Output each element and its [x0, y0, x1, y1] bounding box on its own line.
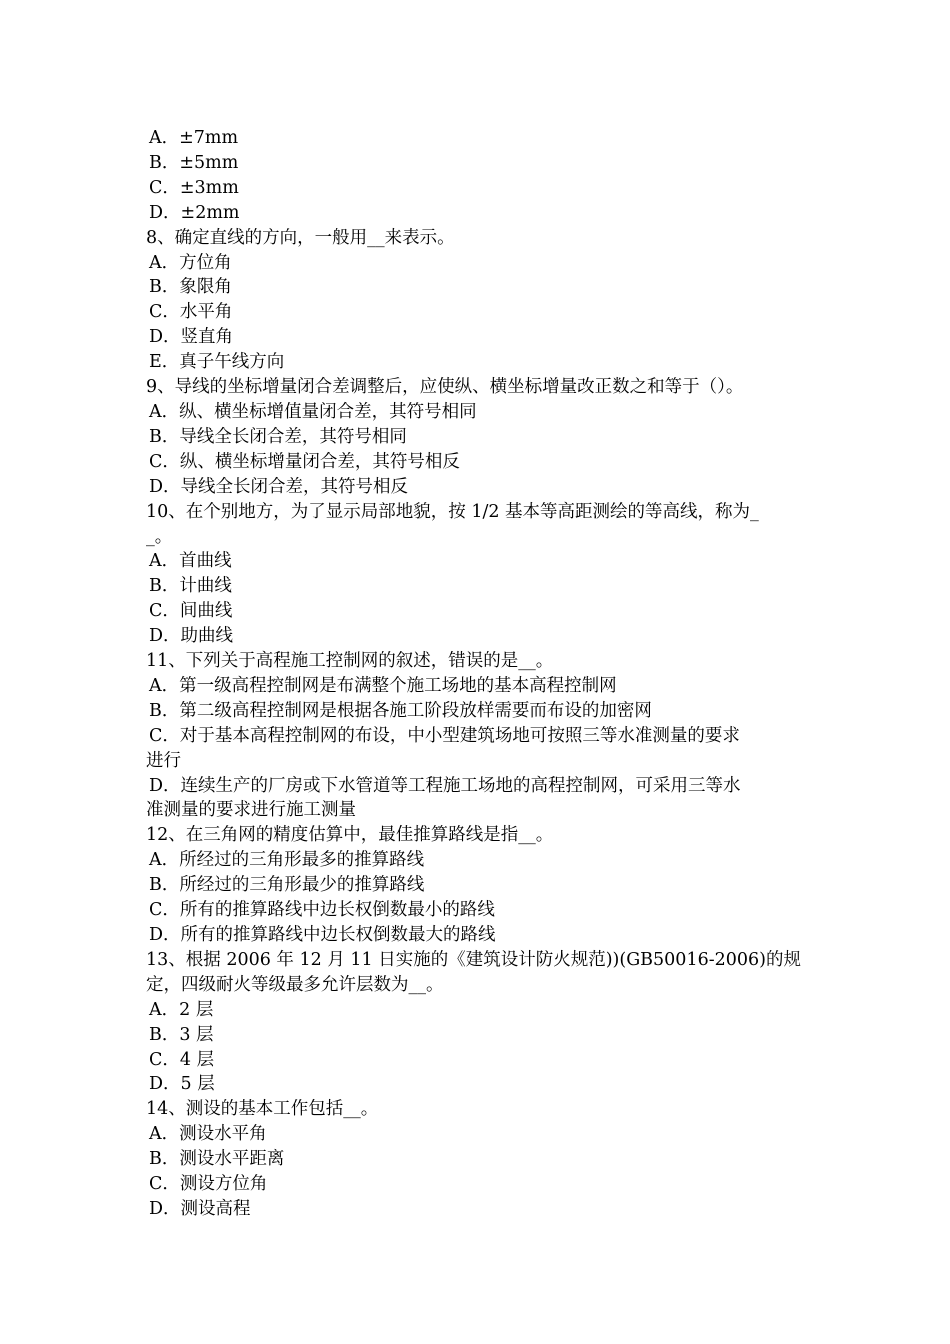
answer-option-line: A．所经过的三角形最多的推算路线: [149, 850, 425, 871]
answer-option-line: D．±2mm: [149, 202, 240, 223]
answer-option-line: A．第一级高程控制网是布满整个施工场地的基本高程控制网: [149, 675, 617, 696]
question-text-line: 14、测设的基本工作包括__。: [146, 1099, 379, 1120]
answer-option-line: C．纵、横坐标增量闭合差，其符号相反: [149, 451, 460, 472]
answer-option-line: A．方位角: [149, 252, 232, 273]
question-text-line: 13、根据 2006 年 12 月 11 日实施的《建筑设计防火规范))(GB50016-2006)的规: [146, 949, 801, 970]
answer-option-line: A．2 层: [149, 999, 214, 1020]
answer-option-line: A．首曲线: [149, 551, 232, 572]
answer-option-line: C．测设方位角: [149, 1174, 268, 1195]
answer-option-line: C．间曲线: [149, 601, 233, 622]
answer-option-line: A．纵、横坐标增值量闭合差，其符号相同: [149, 401, 477, 422]
answer-option-line: A．±7mm: [149, 128, 239, 148]
answer-option-line: E．真子午线方向: [149, 352, 285, 373]
answer-option-line: B．第二级高程控制网是根据各施工阶段放样需要而布设的加密网: [149, 700, 652, 721]
answer-option-line: D．助曲线: [149, 626, 234, 647]
answer-option-line: D．导线全长闭合差，其符号相反: [149, 476, 409, 497]
answer-option-line: D．竖直角: [149, 327, 234, 348]
answer-option-line: A．测设水平角: [149, 1124, 267, 1145]
question-text-line: _。: [146, 526, 173, 547]
answer-option-line: C．对于基本高程控制网的布设，中小型建筑场地可按照三等水准测量的要求: [149, 725, 740, 746]
answer-option-line: C．水平角: [149, 302, 233, 323]
document-body: [146, 126, 816, 1222]
question-text-line: 12、在三角网的精度估算中，最佳推算路线是指__。: [146, 825, 554, 846]
question-text-line: 进行: [146, 750, 181, 771]
question-text-line: 9、导线的坐标增量闭合差调整后，应使纵、横坐标增量改正数之和等于（）。: [146, 377, 744, 398]
question-text-line: 定，四级耐火等级最多允许层数为__。: [146, 974, 444, 995]
answer-option-line: B．所经过的三角形最少的推算路线: [149, 875, 425, 896]
answer-option-line: B．±5mm: [149, 152, 239, 173]
answer-option-line: B．导线全长闭合差，其符号相同: [149, 426, 407, 447]
answer-option-line: D．测设高程: [149, 1198, 251, 1219]
answer-option-line: C．4 层: [149, 1049, 215, 1070]
answer-option-line: B．象限角: [149, 277, 232, 298]
answer-option-line: C．±3mm: [149, 177, 239, 198]
answer-option-line: D．连续生产的厂房或下水管道等工程施工场地的高程控制网，可采用三等水: [149, 775, 741, 796]
answer-option-line: D．所有的推算路线中边长权倒数最大的路线: [149, 925, 496, 945]
answer-option-line: C．所有的推算路线中边长权倒数最小的路线: [149, 900, 495, 921]
question-text-line: 10、在个别地方，为了显示局部地貌，按 1/2 基本等高距测绘的等高线，称为_: [146, 501, 759, 522]
answer-option-line: D．5 层: [149, 1074, 215, 1095]
answer-option-line: B．3 层: [149, 1024, 214, 1045]
answer-option-line: B．测设水平距离: [149, 1149, 285, 1170]
answer-option-line: B．计曲线: [149, 576, 232, 597]
question-text-line: 准测量的要求进行施工测量: [146, 800, 356, 821]
question-text-line: 11、下列关于高程施工控制网的叙述，错误的是__。: [146, 651, 554, 672]
question-text-line: 8、确定直线的方向，一般用__来表示。: [146, 227, 455, 248]
